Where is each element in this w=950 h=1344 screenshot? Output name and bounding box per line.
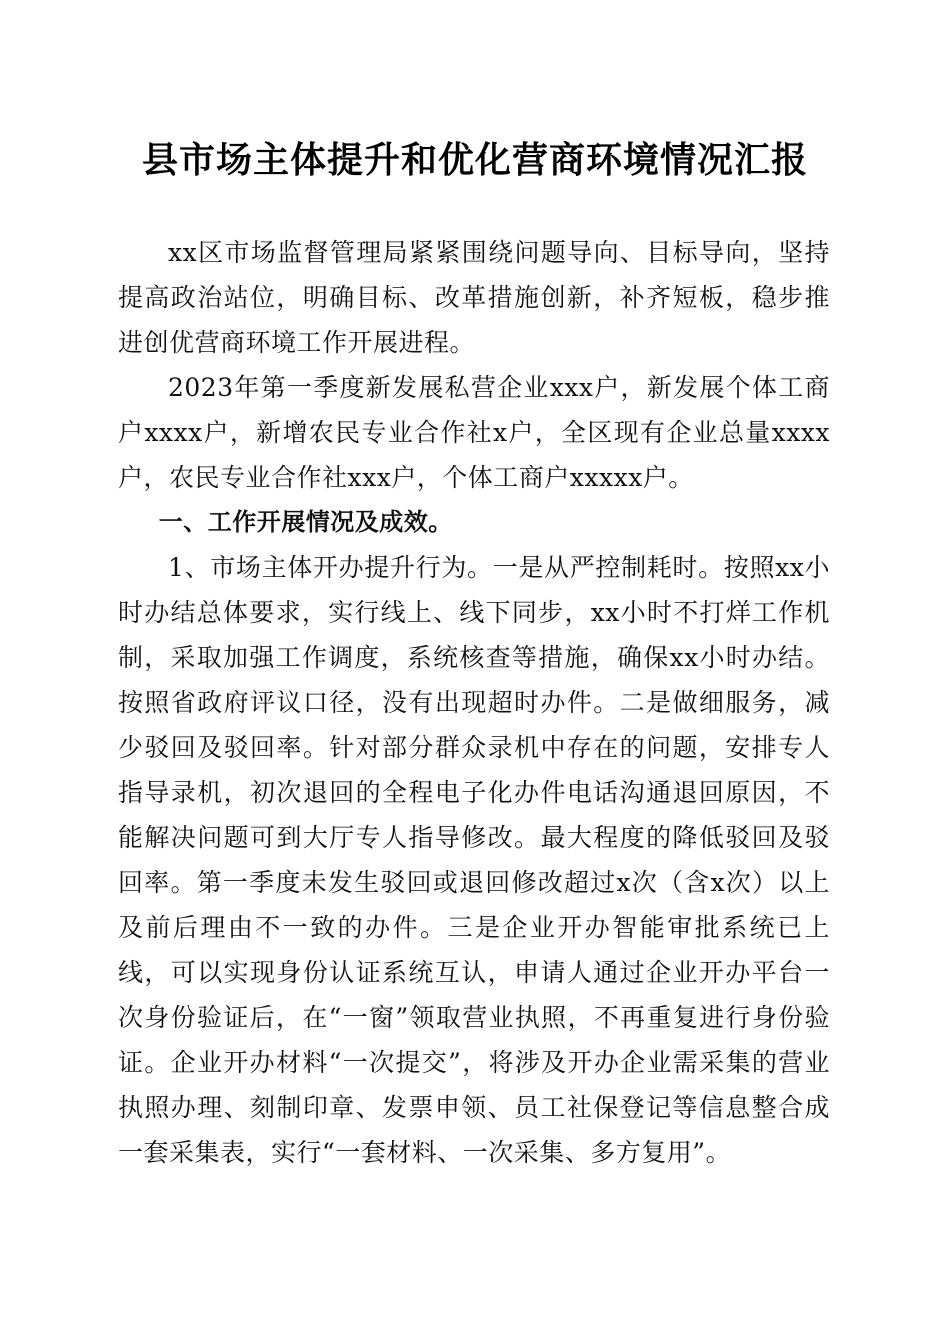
document-body [118, 230, 830, 1175]
section-paragraph: 1、市场主体开办提升行为。一是从严控制耗时。按照xx小时办结总体要求，实行线上、线下同步，xx小时不打烊工作机制，采取加强工作调度，系统核查等措施，确保xx小时办结。按照省政府评议口径，没有出现超时办件。二是做细服务，减少驳回及驳回率。针对部分群众录机中存在的问题，安排专人指导录机，初次退回的全程电子化办件电话沟通退回原因，不能解决问题可到大厅专人指导修改。最大程度的降低驳回及驳回率。第一季度未发生驳回或退回修改超过x次（含x次）以上及前后理由不一致的办件。三是企业开办智能审批系统已上线，可以实现身份认证系统互认，申请人通过企业开办平台一次身份验证后，在“一窗”领取营业执照，不再重复进行身份验证。企业开办材料“一次提交”，将涉及开办企业需采集的营业执照办理、刻制印章、发票申领、员工社保登记等信息整合成一套采集表，实行“一套材料、一次采集、多方复用”。 [118, 553, 830, 1167]
statistics-paragraph: 2023年第一季度新发展私营企业xxx户，新发展个体工商户xxxx户，新增农民专业合作社x户，全区现有企业总量xxxx户，农民专业合作社xxx户，个体工商户xxxxx户。 [118, 373, 830, 492]
document-title: 县市场主体提升和优化营商环境情况汇报 [141, 139, 808, 181]
intro-paragraph: xx区市场监督管理局紧紧围绕问题导向、目标导向，坚持提高政治站位，明确目标、改革措施创新，补齐短板，稳步推进创优营商环境工作开展进程。 [118, 238, 830, 357]
section-heading: 一、工作开展情况及成效。 [158, 508, 453, 536]
